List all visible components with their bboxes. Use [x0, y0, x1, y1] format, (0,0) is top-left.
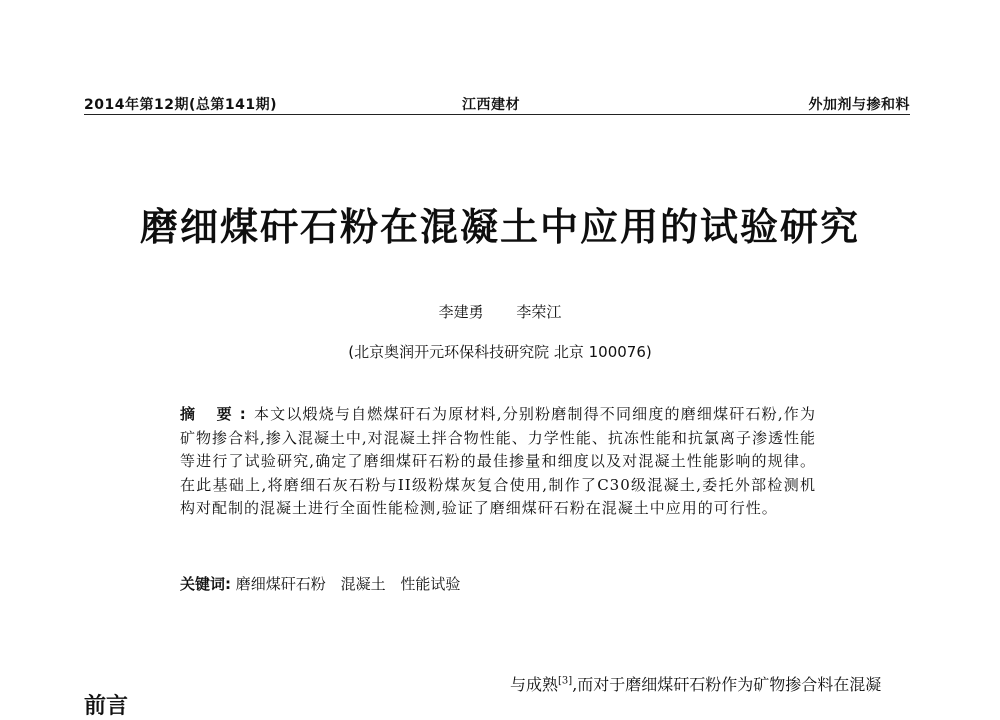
- keyword: 性能试验: [400, 575, 461, 593]
- keyword: 磨细煤矸石粉: [235, 575, 326, 593]
- keywords: [180, 573, 470, 594]
- header-divider: [84, 114, 910, 115]
- author-list: [0, 301, 1000, 322]
- journal-issue: 2014年第12期(总第141期): [84, 97, 277, 113]
- paper-title: 磨细煤矸石粉在混凝土中应用的试验研究: [139, 205, 860, 249]
- abstract-text: 本文以煅烧与自燃煤矸石为原材料,分别粉磨制得不同细度的磨细煤矸石粉,作为矿物掺合料,掺入混凝土中,对混凝土拌合物性能、力学性能、抗冻性能和抗氯离子渗透性能等进行了试验研究,确定了磨细煤矸石粉的最佳掺量和细度以及对混凝土性能影响的规律。在此基础上,将磨细石灰石粉与II级粉煤灰复合使用,制作了C30级混凝土,委托外部检测机构对配制的混凝土进行全面性能检测,验证了磨细煤矸石粉在混凝土中应用的可行性。: [180, 405, 816, 517]
- author-name: 李建勇: [438, 303, 484, 321]
- keyword: 混凝土: [340, 575, 386, 593]
- author-affiliation: (北京奥润开元环保科技研究院 北京 100076): [348, 343, 652, 361]
- body-text-line: [510, 672, 881, 695]
- author-name: 李荣江: [516, 303, 562, 321]
- journal-name: 江西建材: [462, 97, 520, 113]
- keywords-label: 关键词:: [180, 575, 231, 593]
- section-heading: 前言: [84, 694, 129, 719]
- section-name: 外加剂与掺和料: [808, 97, 910, 113]
- abstract: [180, 403, 816, 521]
- body-text-end: ,而对于磨细煤矸石粉作为矿物掺合料在混凝: [572, 675, 882, 694]
- citation-ref: [3]: [558, 675, 573, 687]
- page-header: [84, 88, 910, 114]
- abstract-label: 摘 要:: [180, 405, 254, 423]
- body-text-start: 与成熟: [510, 675, 559, 694]
